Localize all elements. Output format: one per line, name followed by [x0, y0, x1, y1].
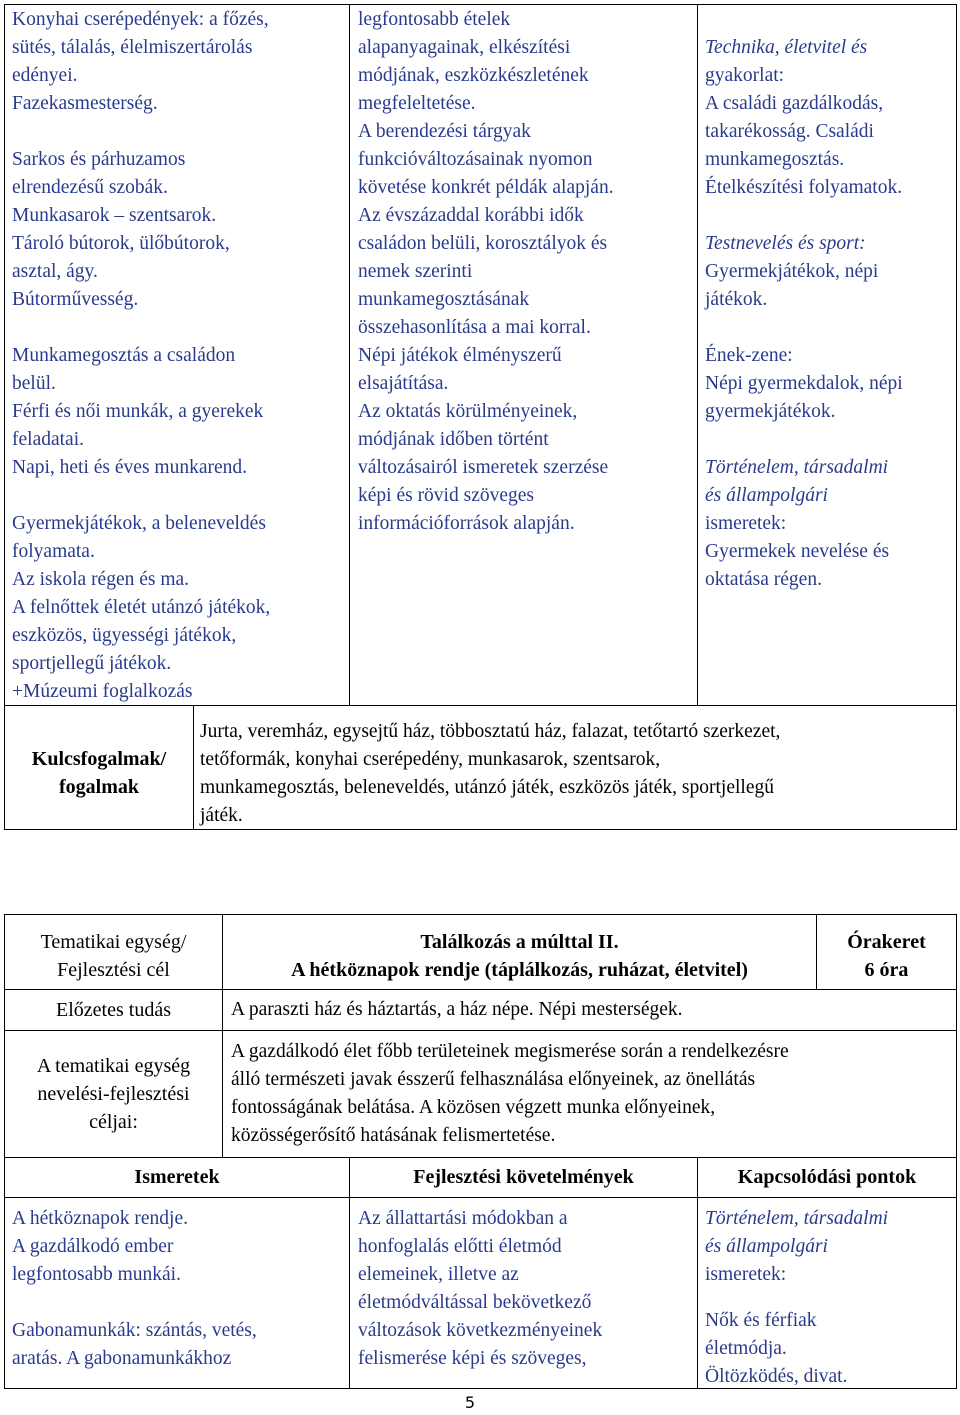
text-line: Gyermekjátékok, a beleneveldés	[12, 513, 266, 534]
text-line: munkamegosztásának	[358, 289, 530, 310]
text-line: Munkamegosztás a családon	[12, 345, 236, 366]
text-line: A berendezési tárgyak	[358, 121, 531, 142]
subject-heading: Testnevelés és sport:	[705, 233, 866, 254]
text-line: asztal, ágy.	[12, 261, 98, 282]
text-line: Az állattartási módokban a	[358, 1208, 568, 1229]
text-line: +Múzeumi foglalkozás	[12, 681, 193, 702]
subject-heading: és állampolgári	[705, 485, 828, 506]
link-testneveles	[705, 230, 953, 314]
text-line: információforrások alapján.	[358, 513, 575, 534]
text-line: fontosságának belátása. A közösen végzett munka előnyeinek,	[231, 1097, 716, 1118]
page-number: 5	[464, 1393, 476, 1412]
text-line: A paraszti ház és háztartás, a ház népe. Népi mesterségek.	[231, 999, 683, 1020]
text-line: képi és rövid szöveges	[358, 485, 534, 506]
top-col2-content	[358, 6, 694, 538]
subject-heading: gyakorlat:	[705, 65, 785, 86]
label-line: Tematikai egység/	[40, 931, 187, 953]
text-line: elemeinek, illetve az	[358, 1264, 519, 1285]
unit-label	[5, 928, 222, 984]
link-tortenelem	[705, 454, 953, 594]
unit-title	[223, 928, 816, 984]
text-line: Nők és férfiak	[705, 1310, 817, 1331]
subject-heading: Történelem, társadalmi	[705, 1208, 889, 1229]
subject-heading: Technika, életvitel és	[705, 37, 868, 58]
goals-label	[5, 1052, 222, 1136]
text-line: Népi gyermekdalok, népi	[705, 373, 903, 394]
col1-group-1	[12, 6, 347, 118]
text-line: legfontosabb ételek	[358, 9, 511, 30]
requirements-content	[358, 1205, 694, 1373]
text-line: munkamegosztás.	[705, 149, 845, 170]
text-line: elrendezésű szobák.	[12, 177, 168, 198]
text-line: felismerése képi és szöveges,	[358, 1348, 587, 1369]
prior-label	[5, 996, 222, 1024]
text-line: edényei.	[12, 65, 78, 86]
text-line: játék.	[200, 805, 243, 826]
text-line: oktatása régen.	[705, 569, 822, 590]
text-line: A felnőttek életét utánzó játékok,	[12, 597, 271, 618]
column-header: Ismeretek	[134, 1166, 220, 1188]
text-line: Ételkészítési folyamatok.	[705, 177, 903, 198]
top-col1-content	[12, 6, 347, 706]
text-line: álló természeti javak ésszerű felhasználása előnyeinek, az önellátás	[231, 1069, 756, 1090]
text-line: tetőformák, konyhai cserépedény, munkasarok, szentsarok,	[200, 749, 661, 770]
text-line: folyamata.	[12, 541, 95, 562]
text-line: Munkasarok – szentsarok.	[12, 205, 217, 226]
text-line: munkamegosztás, beleneveldés, utánzó játék, eszközös játék, sportjellegű	[200, 777, 774, 798]
hours-cell	[817, 928, 956, 984]
knowledge-content	[12, 1205, 347, 1373]
text-line: módjának, eszközkészletének	[358, 65, 589, 86]
subject-heading: Ének-zene:	[705, 345, 793, 366]
text-line: közösségerősítő hatásának felismertetése.	[231, 1125, 556, 1146]
text-line: sportjellegű játékok.	[12, 653, 172, 674]
text-line: gyermekjátékok.	[705, 401, 836, 422]
text-line: Gyermekjátékok, népi	[705, 261, 879, 282]
text-line: A gazdálkodó ember	[12, 1236, 174, 1257]
text-line: Gyermekek nevelése és	[705, 541, 890, 562]
text-line: elsajátítása.	[358, 373, 449, 394]
text-line: Gabonamunkák: szántás, vetés,	[12, 1320, 257, 1341]
text-line: Bútorművesség.	[12, 289, 139, 310]
text-line: módjának időben történt	[358, 429, 549, 450]
text-line: feladatai.	[12, 429, 84, 450]
link-technika	[705, 34, 953, 202]
text-line: családon belüli, korosztályok és	[358, 233, 608, 254]
label-line: A tematikai egység	[36, 1055, 191, 1077]
title-line: Találkozás a múlttal II.	[420, 931, 619, 953]
kulcsfogalmak-text	[200, 718, 954, 830]
text-line: életmódváltással bekövetkező	[358, 1292, 592, 1313]
text-line: ismeretek:	[705, 513, 787, 534]
header-kapcsolodasi	[698, 1163, 956, 1191]
text-line: ismeretek:	[705, 1264, 787, 1285]
text-line: honfoglalás előtti életmód	[358, 1236, 562, 1257]
header-ismeretek	[5, 1163, 349, 1191]
text-line: követése konkrét példák alapján.	[358, 177, 614, 198]
text-line: Tároló bútorok, ülőbútorok,	[12, 233, 230, 254]
label-line: fogalmak	[59, 776, 139, 798]
link-enek	[705, 342, 953, 426]
text-line: aratás. A gabonamunkákhoz	[12, 1348, 232, 1369]
text-line: sütés, tálalás, élelmiszertárolás	[12, 37, 253, 58]
label-line: Előzetes tudás	[56, 999, 171, 1021]
col1-group-3	[12, 342, 347, 482]
text-line: összehasonlítása a mai korral.	[358, 317, 591, 338]
text-line: változások következményeinek	[358, 1320, 603, 1341]
text-line: funkcióváltozásainak nyomon	[358, 149, 593, 170]
text-line: Fazekasmesterség.	[12, 93, 158, 114]
links-content	[705, 1205, 953, 1391]
col1-group-4	[12, 510, 347, 706]
prior-text	[231, 996, 951, 1024]
text-line: A családi gazdálkodás,	[705, 93, 884, 114]
column-header: Fejlesztési követelmények	[413, 1166, 634, 1188]
text-line: Sarkos és párhuzamos	[12, 149, 186, 170]
text-line: alapanyagainak, elkészítési	[358, 37, 571, 58]
hours-label: Órakeret	[847, 931, 926, 953]
top-col3-content	[705, 34, 953, 594]
header-fejlesztesi	[350, 1163, 697, 1191]
text-line: Az évszázaddal korábbi idők	[358, 205, 584, 226]
kulcsfogalmak-label	[5, 745, 193, 801]
label-line: céljai:	[89, 1111, 138, 1133]
label-line: Fejlesztési cél	[57, 959, 170, 981]
text-line: takarékosság. Családi	[705, 121, 874, 142]
label-line: Kulcsfogalmak/	[31, 748, 167, 770]
text-line: megfeleltetése.	[358, 93, 476, 114]
title-line: A hétköznapok rendje (táplálkozás, ruházat, életvitel)	[291, 959, 748, 981]
text-line: Népi játékok élményszerű	[358, 345, 562, 366]
text-line: életmódja.	[705, 1338, 787, 1359]
hours-value: 6 óra	[864, 959, 909, 981]
label-line: nevelési-fejlesztési	[37, 1083, 190, 1105]
text-line: A gazdálkodó élet főbb területeinek megismerése során a rendelkezésre	[231, 1041, 789, 1062]
goals-text	[231, 1038, 951, 1150]
text-line: Jurta, veremház, egysejtű ház, többosztatú ház, falazat, tetőtartó szerkezet,	[200, 721, 781, 742]
text-line: A hétköznapok rendje.	[12, 1208, 188, 1229]
text-line: Férfi és női munkák, a gyerekek	[12, 401, 264, 422]
text-line: belül.	[12, 373, 56, 394]
text-line: Konyhai cserépedények: a főzés,	[12, 9, 269, 30]
text-line: nemek szerinti	[358, 261, 473, 282]
subject-heading: Történelem, társadalmi	[705, 457, 889, 478]
text-line: Öltözködés, divat.	[705, 1366, 848, 1387]
text-line: Napi, heti és éves munkarend.	[12, 457, 248, 478]
text-line: játékok.	[705, 289, 768, 310]
text-line: változásairól ismeretek szerzése	[358, 457, 609, 478]
col1-group-2	[12, 146, 347, 314]
text-line: legfontosabb munkái.	[12, 1264, 181, 1285]
column-header: Kapcsolódási pontok	[737, 1166, 917, 1188]
text-line: Az oktatás körülményeinek,	[358, 401, 578, 422]
text-line: eszközös, ügyességi játékok,	[12, 625, 237, 646]
text-line: Az iskola régen és ma.	[12, 569, 190, 590]
subject-heading: és állampolgári	[705, 1236, 828, 1257]
